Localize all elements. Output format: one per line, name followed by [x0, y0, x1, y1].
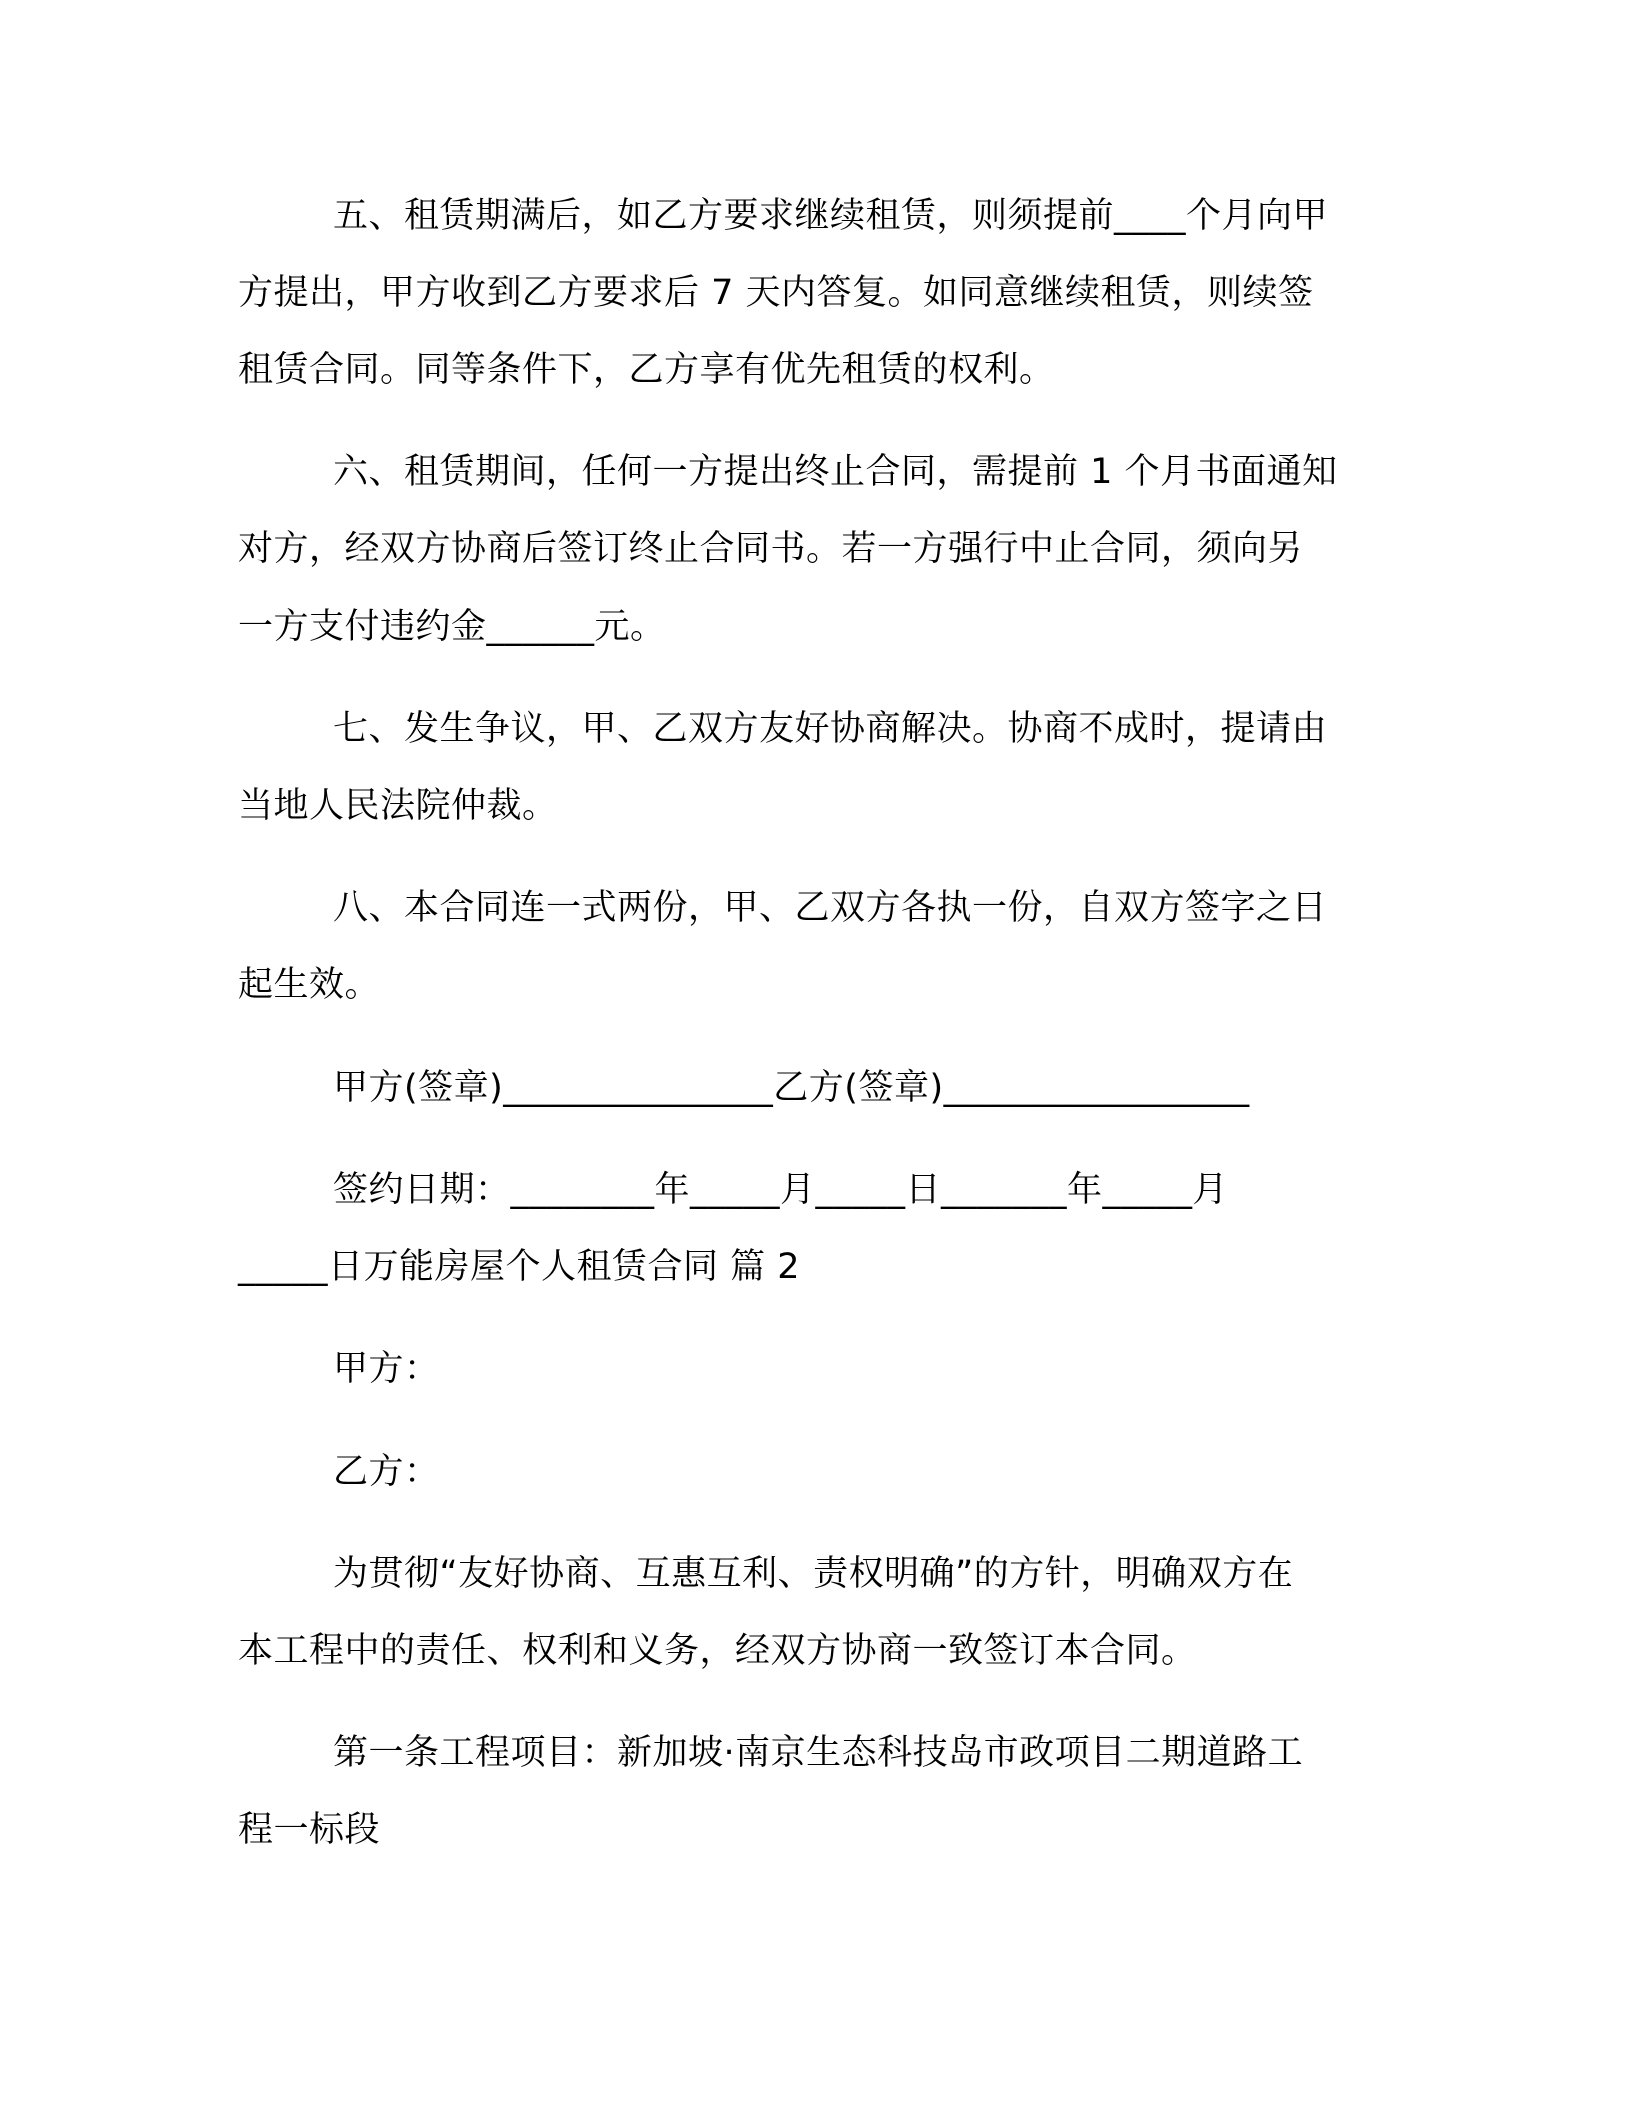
article-1-line-2: 程一标段	[238, 1810, 381, 1850]
clause-7-line-2: 当地人民法院仲裁。	[238, 786, 558, 826]
clause-8-line-2: 起生效。	[238, 965, 381, 1005]
sign-date-line-2: _____日万能房屋个人租赁合同 篇 2	[238, 1247, 801, 1287]
clause-5-line-2: 方提出，甲方收到乙方要求后 7 天内答复。如同意继续租赁，则续签	[238, 273, 1314, 313]
clause-7-line-1: 七、发生争议，甲、乙双方友好协商解决。协商不成时，提请由	[333, 709, 1328, 749]
preamble-line-1: 为贯彻“友好协商、互惠互利、责权明确”的方针，明确双方在	[333, 1554, 1294, 1594]
clause-6-line-2: 对方，经双方协商后签订终止合同书。若一方强行中止合同，须向另	[238, 529, 1304, 569]
sign-date-line-1: 签约日期：________年_____月_____日_______年_____月	[333, 1170, 1229, 1210]
party-a-label: 甲方：	[333, 1349, 440, 1389]
clause-6-line-3: 一方支付违约金______元。	[238, 607, 666, 647]
signature-line: 甲方(签章)_______________乙方(签章)_________________	[333, 1068, 1250, 1108]
clause-5-line-3: 租赁合同。同等条件下，乙方享有优先租赁的权利。	[238, 350, 1055, 390]
preamble-line-2: 本工程中的责任、权利和义务，经双方协商一致签订本合同。	[238, 1631, 1197, 1671]
clause-6-line-1: 六、租赁期间，任何一方提出终止合同，需提前 1 个月书面通知	[333, 452, 1338, 492]
party-b-label: 乙方：	[333, 1452, 440, 1492]
clause-5-line-1: 五、租赁期满后，如乙方要求继续租赁，则须提前____个月向甲	[333, 196, 1329, 236]
clause-8-line-1: 八、本合同连一式两份，甲、乙双方各执一份，自双方签字之日	[333, 888, 1328, 928]
article-1-line-1: 第一条工程项目：新加坡·南京生态科技岛市政项目二期道路工	[333, 1733, 1304, 1773]
